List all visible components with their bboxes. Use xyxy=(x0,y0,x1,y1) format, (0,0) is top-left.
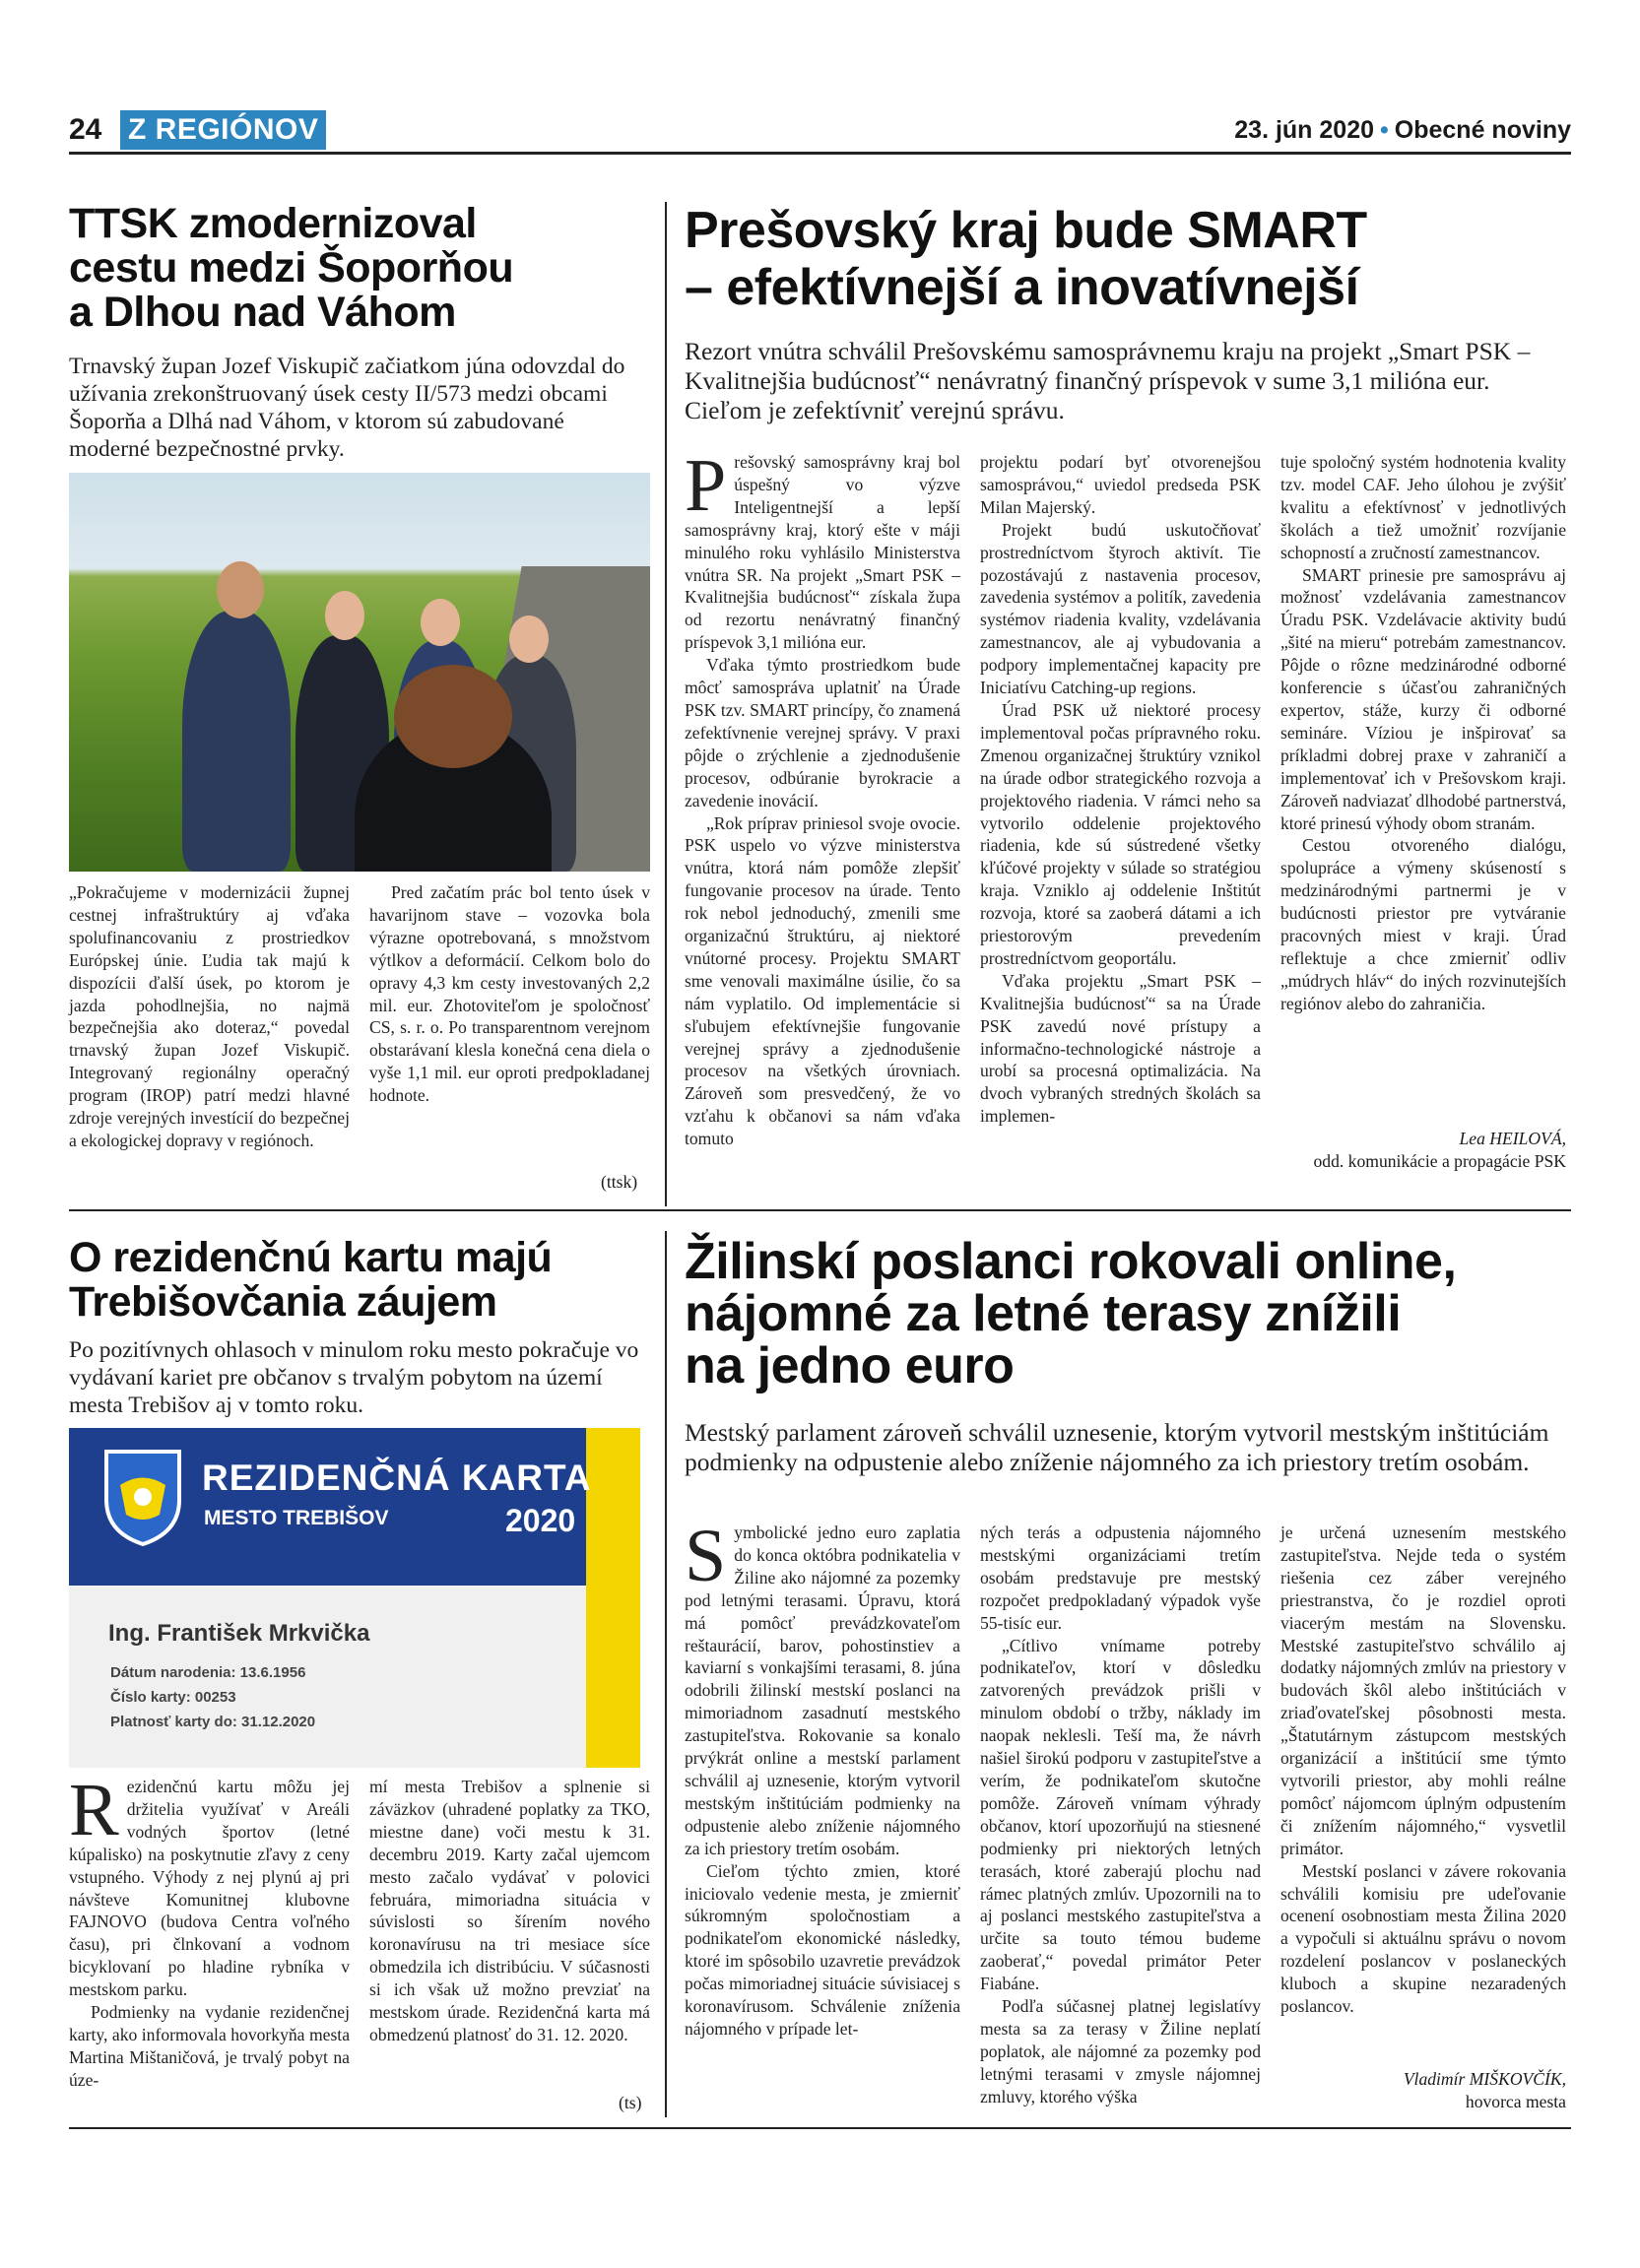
article4-col2 xyxy=(980,1522,1261,2108)
article2-lead: Rezort vnútra schválil Prešovskému samosprávnemu kraju na projekt „Smart PSK – Kvalitnejšia budúcnosť“ nenávratný finančný príspevok v sume 3,1 milióna eur. Cieľom je zefektívniť verejnú správu. xyxy=(685,337,1531,424)
resident-card-image xyxy=(69,1428,640,1768)
article3-col1 xyxy=(69,1769,350,2092)
article1-lead: Trnavský župan Jozef Viskupič začiatkom júna odovzdal do užívania zrekonštruovaný úsek cesty II/573 medzi obcami Šoporňa a Dlhá nad Váhom, v ktorom sú zabudované moderné bezpečnostné prvky. xyxy=(69,354,625,462)
photo-head xyxy=(217,561,264,618)
paragraph: tuje spoločný systém hodnotenia kvality tzv. model CAF. Jeho úlohou je zvýšiť kvalitu a efektívnosť v jednotlivých školách a tiež umožniť rozvíjanie schopností a zručností zamestnancov. xyxy=(1280,452,1566,562)
article4-lead: Mestský parlament zároveň schválil uznesenie, ktorým vytvoril mestským inštitúciám podmienky na odpustenie alebo zníženie nájomného za ich priestory tretím osobám. xyxy=(685,1418,1549,1476)
separator-dot: • xyxy=(1380,116,1389,144)
article3-lead: Po pozitívnych ohlasoch v minulom roku mesto pokračuje vo vydávaní kariet pre občanov s trvalým pobytom na území mesta Trebišov aj v tomto roku. xyxy=(69,1337,639,1418)
card-birth-date: Dátum narodenia: 13.6.1956 xyxy=(110,1664,306,1681)
card-yellow-stripe xyxy=(586,1428,640,1768)
photo-head xyxy=(509,616,549,663)
article2-title xyxy=(685,202,1571,316)
paragraph: Úrad PSK už niektoré procesy implementoval počas prípravného roku. Zmenou organizačnej štruktúry vznikol na úrade odbor strategického rozvoja a projektového riadenia. V rámci neho sa vytvorilo oddelenie projektového riadenia, kde sú sústredené všetky kľúčové projekty v súlade so stratégiou kraja. Vzniklo aj oddelenie Inštitút rozvoja, ktoré sa zaoberá dátami a ich priestorovým prevedením prostredníctvom geoportálu. xyxy=(980,699,1261,968)
paragraph: Cieľom týchto zmien, ktoré iniciovalo vedenie mesta, je zmierniť súkromným spoločnostiam a podnikateľom ekonomické následky, ktoré im spôsobilo uzavretie prevádzok počas mimoriadnej situácie súvisiacej s koronavírusom. Schválenie zníženia nájomného v prípade let- xyxy=(685,1860,960,2039)
article4-col1 xyxy=(685,1515,960,2041)
paragraph: ymbolické jedno euro zaplatia do konca októbra podnikatelia v Žiline ako nájomné za pozemky pod letnými terasami. Úpravu, ktorá má pomôcť prevádzkovateľom reštaurácií, barov, pohostinstiev a kaviarní s vonkajšími terasami, 8. júna odobrili žilinskí mestskí poslanci na mimoriadnom zasadnutí mestského zastupiteľstva. Rokovanie sa konalo prvýkrát online a mestskí parlament schválil aj uznesenie, ktorým vytvoril mestským inštitúciám podmienky na odpustenie alebo zníženie nájomného za ich priestory tretím osobám. xyxy=(685,1523,960,1858)
card-number: Číslo karty: 00253 xyxy=(110,1689,236,1706)
footer-rule xyxy=(69,2127,1571,2129)
title-line: na jedno euro xyxy=(685,1337,1015,1394)
author-name: Lea HEILOVÁ, xyxy=(1459,1129,1566,1148)
issue-info xyxy=(1234,110,1571,150)
title-line: cestu medzi Šoporňou xyxy=(69,244,514,292)
title-line: Prešovský kraj bude SMART xyxy=(685,202,1367,259)
card-holder-name: Ing. František Mrkvička xyxy=(108,1620,370,1647)
coat-of-arms-icon xyxy=(98,1446,187,1549)
drop-cap: P xyxy=(685,444,727,527)
paragraph: „Rok príprav priniesol svoje ovocie. PSK uspelo vo výzve ministerstva vnútra, ktorá nám pomôže zlepšiť fungovanie procesov na úrade. Tento rok nebol jednoduchý, zmenili sme organizačnú štruktúru, aj niektoré vnútorné procesy. Projektu SMART sme venovali maximálne úsilie, čo sa nám vyplatilo. Od implementácie si sľubujem efektívnejšie fungovanie verejnej správy a zjednodušenie procesov na všetkých úrovniach. Zároveň som presvedčený, že vo vzťahu k občanovi sa nám vďaka tomuto xyxy=(685,812,960,1149)
paragraph: Vďaka týmto prostriedkom bude môcť samospráva uplatniť na Úrade PSK tzv. SMART princípy, čo znamená zefektívnenie verejnej správy. V praxi pôjde o zrýchlenie a zjednodušenie procesov, odbúranie byrokracie a zavedenie inovácií. xyxy=(685,655,960,810)
drop-cap: S xyxy=(685,1515,727,1597)
article2-col1 xyxy=(685,444,960,1150)
title-line: TTSK zmodernizoval xyxy=(69,200,477,247)
drop-cap: R xyxy=(69,1769,119,1851)
paragraph: Pred začatím prác bol tento úsek v havarijnom stave – vozovka bola výrazne opotrebovaná, s množstvom výtlkov a deformácií. Celkom bolo do opravy 4,3 km cesty investovaných 2,2 mil. eur. Zhotoviteľom je spoločnosť CS, s. r. o. Po transparentnom verejnom obstarávaní klesla konečná cena diela o vyše 1,1 mil. eur oproti predpokladanej hodnote. xyxy=(369,882,650,1106)
card-title: REZIDENČNÁ KARTA xyxy=(202,1458,592,1498)
title-line: O rezidenčnú kartu majú xyxy=(69,1234,553,1281)
article1-photo xyxy=(69,473,650,872)
paragraph: rešovský samosprávny kraj bol úspešný vo výzve Inteligentnejší a lepší samosprávny kraj, ktorý ešte v máji minulého roku vyhlásilo Ministerstva vnútra SR. Na projekt „Smart PSK – Kvalitnejšia budúcnosť“ získala župa od rezortu nenávratný finančný príspevok 3,1 milióna eur. xyxy=(685,452,960,653)
paragraph: Vďaka projektu „Smart PSK – Kvalitnejšia budúcnosť“ sa na Úrade PSK zavedú nové prístupy a informačno-technologické nástroje a urobí sa procesná optimalizácia. Na dvoch vybraných stredných školách sa implemen- xyxy=(980,970,1261,1127)
article2-signature xyxy=(1280,1128,1566,1173)
article1-title xyxy=(69,202,650,335)
publication-name: Obecné noviny xyxy=(1394,116,1571,144)
author-role: odd. komunikácie a propagácie PSK xyxy=(1313,1150,1566,1171)
paragraph: Podmienky na vydanie rezidenčnej karty, ako informovala hovorkyňa mesta Martina Mištaničová, je trvalý pobyt na úze- xyxy=(69,2002,350,2090)
photo-reporter-head xyxy=(394,665,512,768)
paragraph: Cestou otvoreného dialógu, spolupráce a výmeny skúseností s medzinárodnými partnermi je v budúcnosti priestor pre vytváranie pracovných miest v kraji. Úrad reflektuje a chce zmierniť odliv „múdrych hláv“ do iných rozvinutejších regiónov alebo do zahraničia. xyxy=(1280,835,1566,1013)
paragraph: ných terás a odpustenia nájomného mestskými organizáciami tretím osobám predstavuje pre mestský rozpočet predpokladaný výpadok vyše 55-tisíc eur. xyxy=(980,1523,1261,1633)
paragraph: mí mesta Trebišov a splnenie si záväzkov (uhradené poplatky za TKO, miestne dane) voči mestu k 31. decembru 2019. Karty začal ujemcom mesto začalo vydávať v polovici februára, mimoriadna situácia v súvislosti so šírením nového koronavírusu na tri mesiace síce obmedzila ich distribúciu. V súčasnosti si ich však už možno prevziať na mestskom úrade. Rezidenčná karta má obmedzenú platnosť do 31. 12. 2020. xyxy=(369,1777,650,2044)
author-name: Vladimír MIŠKOVČÍK, xyxy=(1403,2069,1566,2089)
article1-source-tag: (ttsk) xyxy=(601,1172,638,1192)
page-header xyxy=(69,110,1571,150)
section-divider xyxy=(69,1209,1571,1211)
card-validity: Platnosť karty do: 31.12.2020 xyxy=(110,1714,316,1730)
page-number: 24 xyxy=(69,113,102,146)
card-year: 2020 xyxy=(505,1503,576,1538)
photo-head xyxy=(421,599,460,646)
paragraph: SMART prinesie pre samosprávu aj možnosť vzdelávania zamestnancov Úradu PSK. Vzdelávacie aktivity budú „šité na mieru“ potrebám zamestnancov. Pôjde o rôzne medzinárodné odborné konferencie s účasťou zahraničných expertov, stáže, kurzy či odborné semináre. Víziou je inšpirovať sa príkladmi dobrej praxe v zahraničí a implementovať ich v Prešovskom kraji. Zároveň nadviazať dlhodobé partnerstvá, ktoré prinesú výhody obom stranám. xyxy=(1280,564,1566,833)
article1-col1 xyxy=(69,881,350,1152)
column-divider xyxy=(665,202,667,1206)
paragraph: Podľa súčasnej platnej legislatívy mesta sa za terasy v Žiline neplatí poplatok, ale nájomné za pozemky pod letnými terasami v zmysle nájomnej zmluvy, ktorého výška xyxy=(980,1996,1261,2106)
title-line: a Dlhou nad Váhom xyxy=(69,289,456,336)
article3-source-tag: (ts) xyxy=(619,2093,642,2112)
article3-col2 xyxy=(369,1776,650,2046)
title-line: – efektívnejší a inovatívnejší xyxy=(685,259,1359,316)
article1-col2 xyxy=(369,881,650,1107)
article4-title xyxy=(685,1233,1571,1394)
issue-date: 23. jún 2020 xyxy=(1234,116,1375,144)
paragraph: ezidenčnú kartu môžu jej držitelia využívať v Areáli vodných športov (letné kúpalisko) na poskytnutie zľavy z ceny vstupného. Výhody z nej plynú aj pri návšteve Komunitnej klubovne FAJNOVO (budova Centra voľného času), pri člnkovaní a vodnom bicyklovaní po hladine rybníka v mestskom parku. xyxy=(69,1777,350,2000)
paragraph: je určená uznesením mestského zastupiteľstva. Nejde teda o systém riešenia cez záber verejného priestranstva, čo je rozdiel oproti viacerým mestám na Slovensku. Mestské zastupiteľstvo schválilo aj dodatky nájomných zmlúv na priestory v budovách škôl alebo inštitúciách v zriaďovateľskej pôsobnosti mesta. „Štatutárnym zástupcom mestských organizácií a inštitúcií sme týmto vytvorili priestor, aby mohli reálne pomôcť nájomcom úplným odpustením či znížením nájomného,“ vysvetlil primátor. xyxy=(1280,1523,1566,1858)
article3-title xyxy=(69,1236,660,1325)
section-label: Z REGIÓNOV xyxy=(120,110,326,150)
paragraph: projektu podarí byť otvorenejšou samosprávou,“ uviedol predseda PSK Milan Majerský. xyxy=(980,452,1261,517)
paragraph: Mestskí poslanci v závere rokovania schválili komisiu pre udeľovanie ocenení osobnostiam mesta Žilina 2020 a vypočuli si aktuálnu správu o novom rozdelení poslancov v poslaneckých kluboch a skupine nezaradených poslancov. xyxy=(1280,1860,1566,2017)
photo-person xyxy=(182,611,291,872)
article2-col2 xyxy=(980,451,1261,1128)
header-rule xyxy=(69,152,1571,155)
paragraph: „Cítlivo vnímame potreby podnikateľov, ktorí v dôsledku zatvorených prevádzok prišli v minulom období o tržby, náklady im naopak neklesli. Teší ma, že návrh našiel širokú podporu v zastupiteľstve a verím, že podnikateľom skutočne pomôže. Zároveň vnímam výhrady občanov, ktorí upozorňujú na stiesnené podmienky pri niektorých letných terasách, ktoré zaberajú plochu nad rámec platných zmlúv. Upozornili na to aj poslanci mestského zastupiteľstva a určite sa touto témou budeme zaoberať,“ povedal primátor Peter Fiabáne. xyxy=(980,1635,1261,1994)
article4-col3 xyxy=(1280,1522,1566,2018)
author-role: hovorca mesta xyxy=(1465,2091,1566,2111)
paragraph: Projekt budú uskutočňovať prostredníctvom štyroch aktivít. Tie pozostávajú z nastavenia procesov, zavedenia systémov a politík, zavedenia systémov riadenia kvality, vzdelávania zamestnancov, ale aj vybudovania a podpory implementačnej kapacity pre Iniciatívu Catching-up regions. xyxy=(980,519,1261,698)
column-divider xyxy=(665,1231,667,2117)
article4-signature xyxy=(1280,2068,1566,2113)
title-line: Žilinskí poslanci rokovali online, xyxy=(685,1233,1457,1290)
title-line: Trebišovčania záujem xyxy=(69,1278,497,1326)
photo-head xyxy=(325,591,364,640)
paragraph: „Pokračujeme v modernizácii župnej cestnej infraštruktúry aj vďaka spolufinancovaniu z prostriedkov Európskej únie. Ľudia tak majú k dispozícii ďalší úsek, po ktorom je jazda pohodlnejšia, no najmä bezpečnejšia ako doteraz,“ povedal trnavský župan Jozef Viskupič. Integrovaný regionálny operačný program (IROP) patrí medzi hlavné zdroje verejných investícií do bezpečnej a ekologickej dopravy v regiónoch. xyxy=(69,882,350,1150)
title-line: nájomné za letné terasy znížili xyxy=(685,1285,1402,1342)
article2-col3 xyxy=(1280,451,1566,1015)
card-subtitle: MESTO TREBIŠOV xyxy=(204,1507,389,1529)
